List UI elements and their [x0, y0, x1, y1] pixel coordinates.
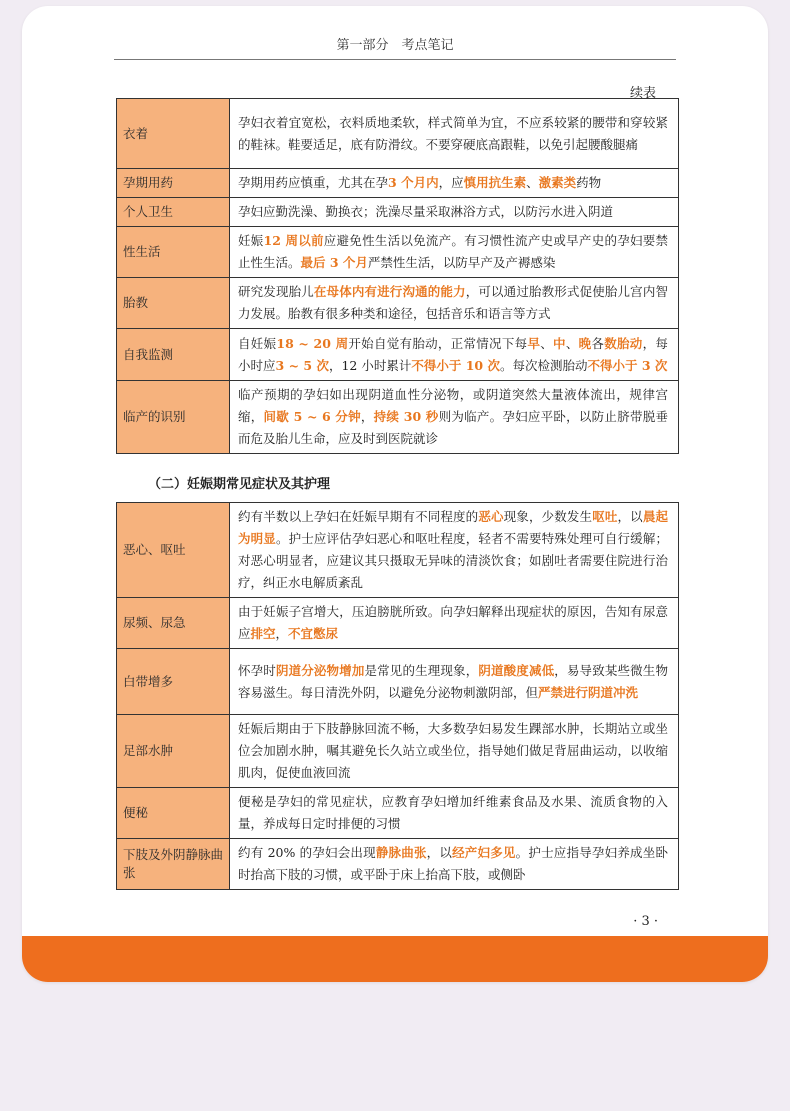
body-text: ，每小时应 — [238, 335, 668, 373]
highlighted-text: 不宜憋尿 — [288, 626, 339, 641]
row-description — [230, 649, 679, 715]
body-text: 由于妊娠子宫增大，压迫膀胱所致。向孕妇解释出现症状的原因，告知有尿意应 — [238, 604, 668, 641]
body-text: ， — [360, 409, 374, 424]
highlighted-text: 慎用抗生素 — [463, 175, 527, 190]
highlighted-text: 数胎动 — [604, 335, 643, 351]
body-text: 现象，少数发生 — [503, 509, 593, 524]
row-category: 自我监测 — [117, 329, 230, 381]
highlighted-text: 持续 30 秒 — [373, 409, 439, 424]
table-row — [117, 715, 679, 788]
table-row — [117, 329, 679, 381]
highlighted-text: 阴道分泌物增加 — [275, 662, 365, 678]
running-head: 第一部分 考点笔记 — [114, 34, 676, 60]
body-text: 约有 20% 的孕妇会出现 — [238, 845, 376, 860]
row-category: 孕期用药 — [117, 169, 230, 198]
body-text: 临产预期的孕妇如出现阴道血性分泌物，或阴道突然大量液体流出，规律宫缩， — [238, 387, 668, 424]
highlighted-text: 严禁进行阴道冲洗 — [538, 684, 639, 700]
highlighted-text: 呕吐 — [592, 509, 618, 524]
highlighted-text: 不得小于 10 次 — [411, 357, 500, 373]
row-category: 性生活 — [117, 227, 230, 278]
row-description — [230, 503, 679, 598]
body-text: 。每次检测胎动 — [499, 357, 588, 373]
highlighted-text: 不得小于 3 次 — [587, 357, 668, 373]
decorative-bottom-band — [22, 936, 768, 982]
highlighted-text: 早 — [527, 335, 541, 351]
table-row — [117, 169, 679, 198]
highlighted-text: 最后 3 个月 — [300, 255, 368, 270]
row-category: 恶心、呕吐 — [117, 503, 230, 598]
section-title: （二）妊娠期常见症状及其护理 — [148, 477, 331, 492]
body-text: 孕妇应勤洗澡、勤换衣；洗澡尽量采取淋浴方式，以防污水进入阴道 — [238, 204, 614, 219]
body-text: 严禁性生活，以防早产及产褥感染 — [367, 255, 556, 270]
row-category: 胎教 — [117, 278, 230, 329]
body-text: 、 — [526, 175, 539, 190]
highlighted-text: 3 ~ 5 次 — [275, 357, 329, 373]
row-category: 临产的识别 — [117, 381, 230, 454]
row-description — [230, 381, 679, 454]
body-text: ，应 — [438, 175, 464, 190]
body-text: 则为临产。孕妇应平卧，以防止脐带脱垂而危及胎儿生命，应及时到医院就诊 — [238, 409, 668, 446]
body-text: 。护士应指导孕妇养成坐卧时抬高下肢的习惯，或平卧于床上抬高下肢，或侧卧 — [238, 845, 668, 882]
table-row — [117, 598, 679, 649]
body-text: 孕期用药应慎重，尤其在孕 — [238, 175, 389, 190]
body-text: 研究发现胎儿 — [238, 284, 314, 299]
table-row — [117, 198, 679, 227]
highlighted-text: 阴道酸度减低 — [478, 662, 555, 678]
highlighted-text: 恶心 — [478, 509, 504, 524]
highlighted-text: 排空 — [250, 626, 276, 641]
table-row — [117, 278, 679, 329]
body-text: ，可以通过胎教形式促使胎儿宫内智力发展。胎教有很多种类和途径，包括音乐和语言等方式 — [238, 284, 668, 321]
row-description — [230, 99, 679, 169]
table-daily-care — [116, 98, 679, 454]
highlighted-text: 中 — [553, 335, 566, 351]
table-row — [117, 788, 679, 839]
body-text: 妊娠 — [238, 233, 264, 248]
highlighted-text: 静脉曲张 — [375, 845, 427, 860]
body-text: 药物 — [576, 175, 602, 190]
row-description — [230, 788, 679, 839]
row-description — [230, 839, 679, 890]
body-text: ，以 — [426, 845, 453, 860]
table-common-symptoms-body — [117, 503, 679, 890]
highlighted-text: 晚 — [578, 335, 592, 351]
highlighted-text: 间歇 5 ~ 6 分钟 — [263, 409, 361, 424]
row-description — [230, 169, 679, 198]
table-row — [117, 649, 679, 715]
body-text: 约有半数以上孕妇在妊娠早期有不同程度的 — [238, 509, 479, 524]
row-category: 便秘 — [117, 788, 230, 839]
body-text: 便秘是孕妇的常见症状，应教育孕妇增加纤维素食品及水果、流质食物的入量，养成每日定时排便的习惯 — [238, 794, 668, 831]
body-text: 妊娠后期由于下肢静脉回流不畅，大多数孕妇易发生踝部水肿，长期站立或坐位会加剧水肿，嘱其避免长久站立或坐位，指导她们做足背屈曲运动，以收缩肌肉，促使血液回流 — [238, 721, 668, 780]
table-row — [117, 227, 679, 278]
body-text: 是常见的生理现象， — [364, 662, 479, 678]
table-row — [117, 503, 679, 598]
highlighted-text: 3 个月内 — [388, 175, 439, 190]
body-text: ，以 — [617, 509, 643, 524]
row-description — [230, 198, 679, 227]
body-text: 应避免性生活以免流产。有习惯性流产史或早产史的孕妇要禁止性生活。 — [238, 233, 668, 270]
body-text: 自妊娠 — [238, 335, 277, 351]
highlighted-text: 在母体内有进行沟通的能力 — [313, 284, 466, 299]
row-category: 尿频、尿急 — [117, 598, 230, 649]
table-common-symptoms — [116, 502, 679, 890]
body-text: ，12 小时累计 — [328, 357, 412, 373]
row-description — [230, 329, 679, 381]
continued-label: 续表 — [629, 86, 656, 101]
row-category: 白带增多 — [117, 649, 230, 715]
highlighted-text: 经产妇多见 — [452, 845, 516, 860]
body-text: 孕妇衣着宜宽松，衣料质地柔软，样式简单为宜，不应系较紧的腰带和穿较紧的鞋袜。鞋要适足，底有防滑纹。不要穿硬底高跟鞋，以免引起腰酸腿痛 — [238, 114, 668, 152]
highlighted-text: 18 ~ 20 周 — [276, 335, 349, 351]
highlighted-text: 12 周以前 — [263, 233, 324, 248]
body-text: 、 — [540, 335, 554, 351]
table-row — [117, 839, 679, 890]
row-category: 下肢及外阴静脉曲张 — [117, 839, 230, 890]
body-text: ， — [275, 626, 289, 641]
body-text: 。护士应评估孕妇恶心和呕吐程度，轻者不需要特殊处理可自行缓解；对恶心明显者，应建议其只摄取无异味的清淡饮食；如剧吐者需要住院进行治疗，纠正水电解质紊乱 — [238, 531, 668, 590]
table-row — [117, 381, 679, 454]
table-row — [117, 99, 679, 169]
body-text: 开始自觉有胎动，正常情况下每 — [348, 335, 528, 351]
highlighted-text: 晨起为明显 — [238, 509, 668, 546]
body-text: 、 — [565, 335, 579, 351]
row-description — [230, 598, 679, 649]
row-category: 个人卫生 — [117, 198, 230, 227]
body-text: 怀孕时 — [238, 662, 276, 678]
body-text: ，易导致某些微生物容易滋生。每日清洗外阴，以避免分泌物刺激阴部，但 — [238, 662, 668, 700]
page-card — [22, 6, 768, 982]
row-category: 衣着 — [117, 99, 230, 169]
row-category: 足部水肿 — [117, 715, 230, 788]
page-number: · 3 · — [633, 914, 658, 929]
row-description — [230, 278, 679, 329]
row-description — [230, 715, 679, 788]
highlighted-text: 激素类 — [538, 175, 577, 190]
row-description — [230, 227, 679, 278]
table-daily-care-body — [117, 99, 679, 454]
body-text: 各 — [591, 335, 605, 351]
